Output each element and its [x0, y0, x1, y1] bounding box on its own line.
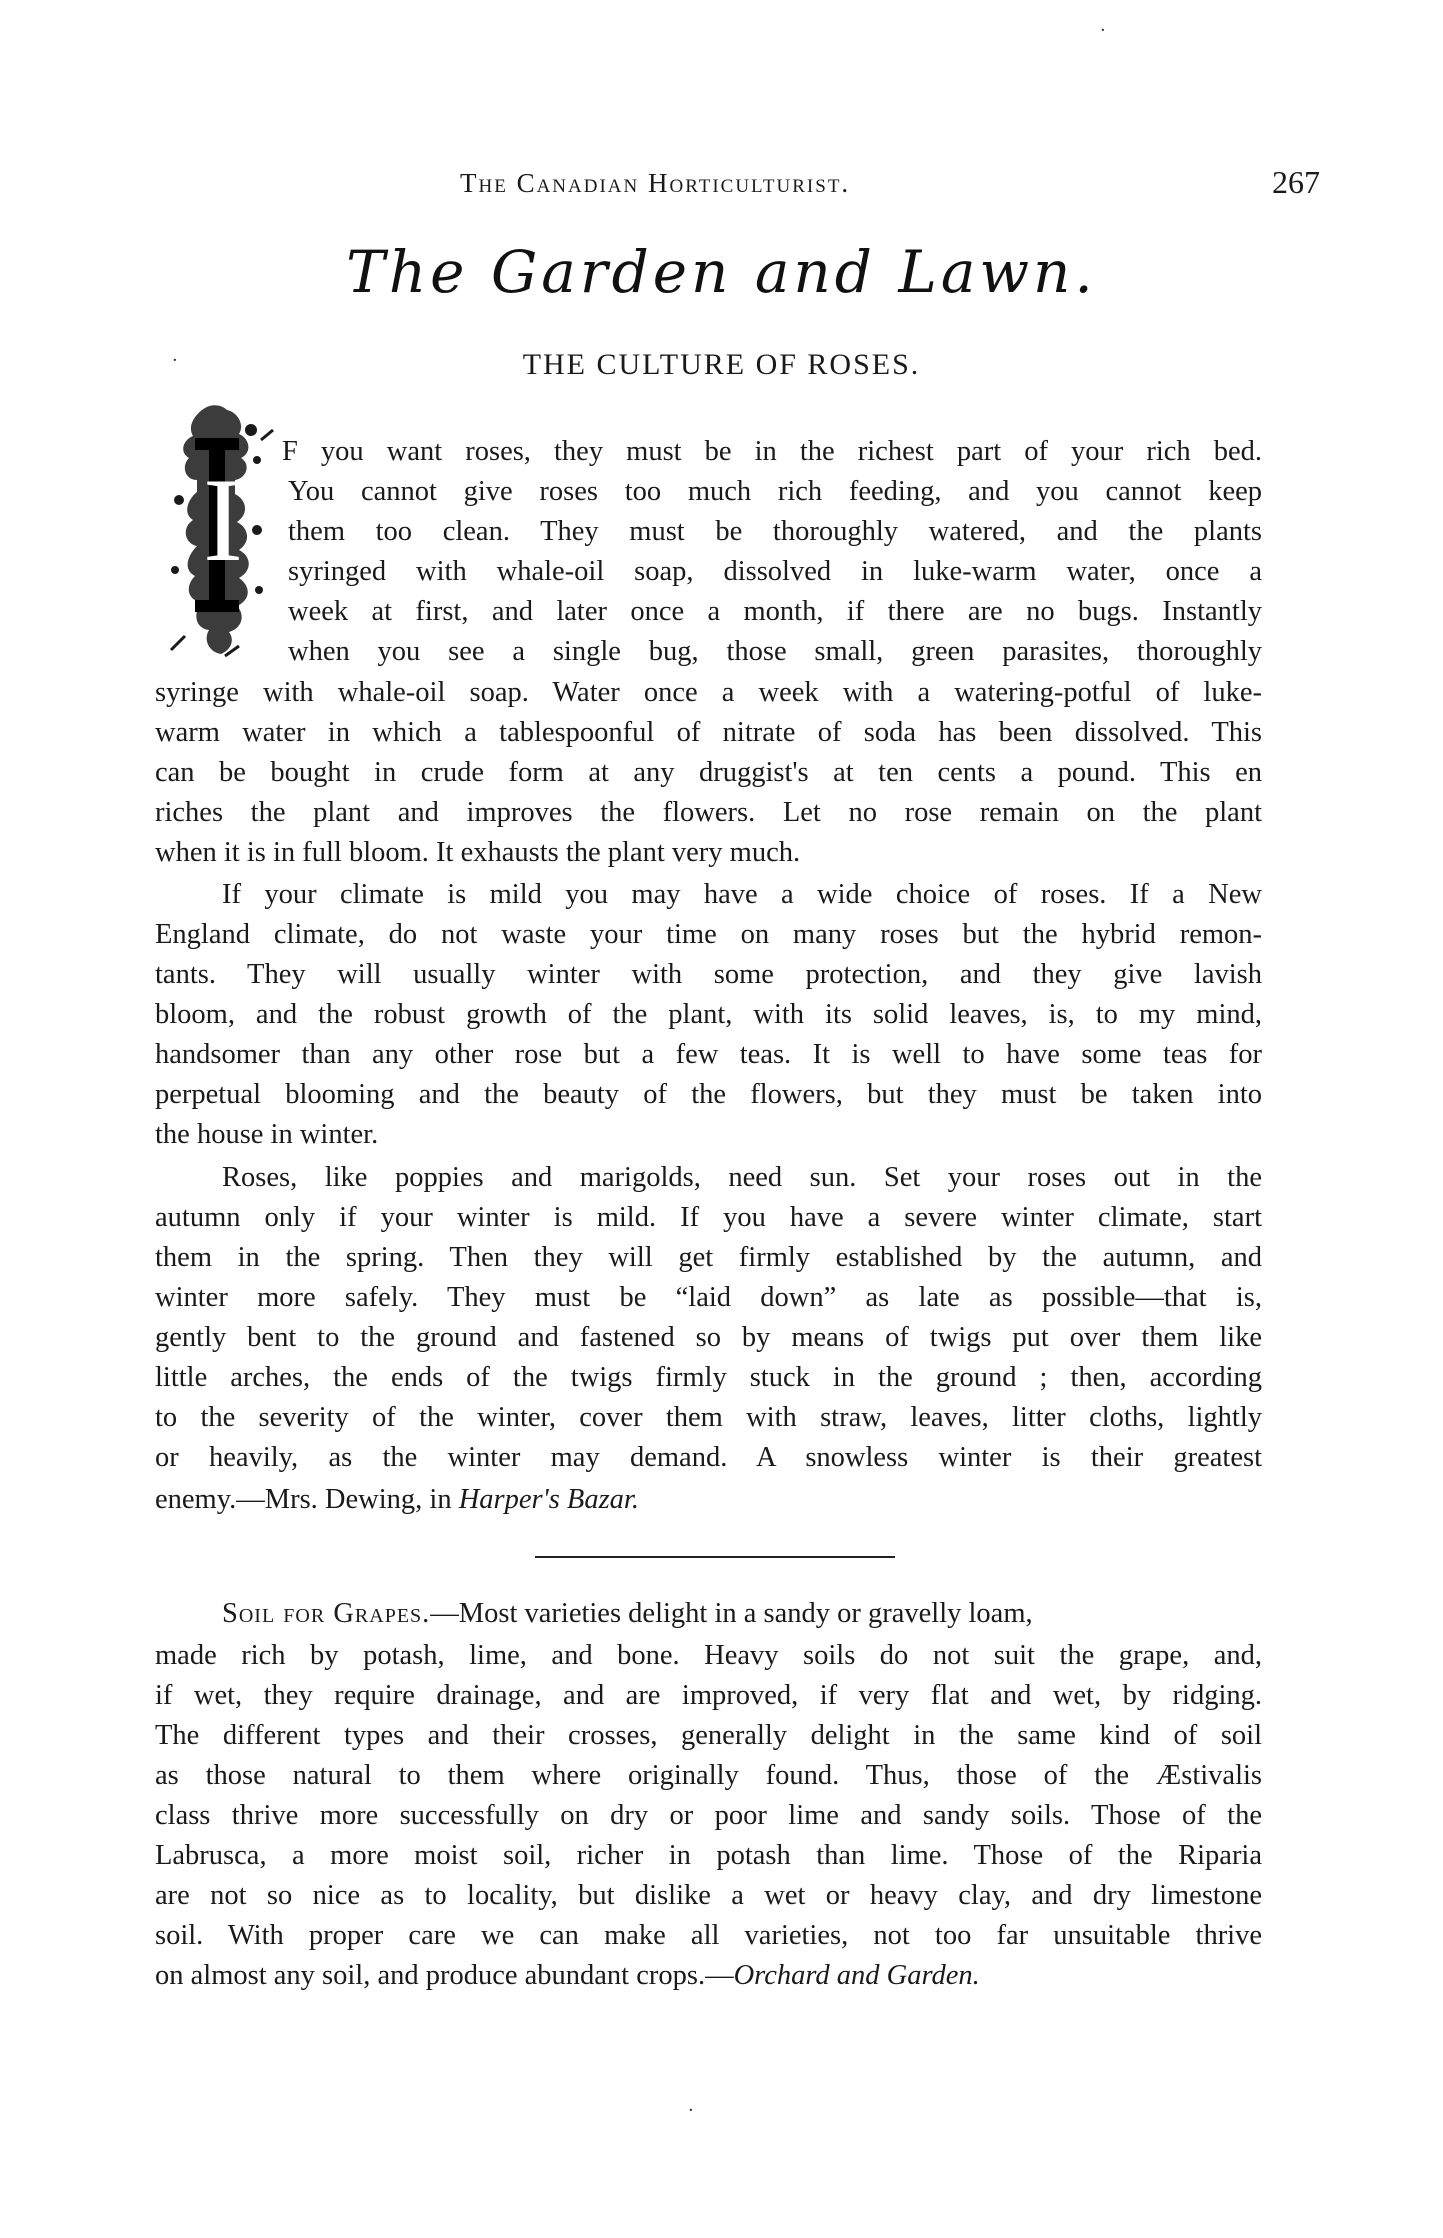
text-line: syringe with whale-oil soap. Water once a week with a watering-potful of luke- — [155, 677, 1262, 708]
text-line: Labrusca, a more moist soil, richer in potash than lime. Those of the Riparia — [155, 1840, 1262, 1871]
attribution-text: enemy.—Mrs. Dewing, in — [155, 1484, 459, 1515]
text-line: if wet, they require drainage, and are improved, if very flat and wet, by ridging. — [155, 1680, 1262, 1711]
text-line: handsomer than any other rose but a few teas. It is well to have some teas for — [155, 1039, 1262, 1070]
page-number: 267 — [1272, 164, 1320, 200]
scan-speck: · — [688, 2100, 694, 2121]
text-line: tants. They will usually winter with some protection, and they give lavish — [155, 959, 1262, 990]
source-citation: Orchard and Garden. — [733, 1960, 980, 1991]
text-line: If your climate is mild you may have a wide choice of roses. If a New — [222, 879, 1262, 910]
text-line: soil. With proper care we can make all varieties, not too far unsuitable thrive — [155, 1920, 1262, 1951]
section-divider — [535, 1556, 895, 1558]
drop-cap-letter: I — [203, 453, 243, 586]
journal-title: The Canadian Horticulturist. — [460, 168, 851, 198]
text-line: class thrive more successfully on dry or poor lime and sandy soils. Those of the — [155, 1800, 1262, 1831]
scan-speck: · — [1100, 20, 1106, 41]
text-line: them too clean. They must be thoroughly watered, and the plants — [288, 516, 1262, 547]
text-line-attribution — [155, 1484, 639, 1516]
text-line: autumn only if your winter is mild. If you have a severe winter climate, start — [155, 1202, 1262, 1233]
text-line: as those natural to them where originally found. Thus, those of the Æstivalis — [155, 1760, 1262, 1791]
text-line: when you see a single bug, those small, green parasites, thoroughly — [288, 636, 1262, 667]
text-line: winter more safely. They must be “laid down” as late as possible—that is, — [155, 1282, 1262, 1313]
text-line: are not so nice as to locality, but dislike a wet or heavy clay, and dry limestone — [155, 1880, 1262, 1911]
article-title-roses: THE CULTURE OF ROSES. — [522, 348, 921, 381]
attribution-text: on almost any soil, and produce abundant crops.— — [155, 1960, 734, 1991]
text-line: them in the spring. Then they will get firmly established by the autumn, and — [155, 1242, 1262, 1273]
text-line: riches the plant and improves the flowers. Let no rose remain on the plant — [155, 797, 1262, 828]
text-line: The different types and their crosses, generally delight in the same kind of soil — [155, 1720, 1262, 1751]
text-line: can be bought in crude form at any druggist's at ten cents a pound. This en — [155, 757, 1262, 788]
text-line: Roses, like poppies and marigolds, need sun. Set your roses out in the — [222, 1162, 1262, 1193]
text-line: to the severity of the winter, cover them with straw, leaves, litter cloths, lightly — [155, 1402, 1262, 1433]
text-line: You cannot give roses too much rich feeding, and you cannot keep — [288, 476, 1262, 507]
text-line-attribution — [155, 1960, 980, 1992]
text-line — [222, 1598, 1262, 1630]
text-line: syringed with whale-oil soap, dissolved in luke-warm water, once a — [288, 556, 1262, 587]
text-line: or heavily, as the winter may demand. A snowless winter is their greatest — [155, 1442, 1262, 1473]
text-line: when it is in full bloom. It exhausts the plant very much. — [155, 837, 801, 868]
text-line: England climate, do not waste your time on many roses but the hybrid remon- — [155, 919, 1262, 950]
run-in-title: Soil for Grapes. — [222, 1598, 431, 1629]
text-line: warm water in which a tablespoonful of nitrate of soda has been dissolved. This — [155, 717, 1262, 748]
section-title: The Garden and Lawn. — [346, 238, 1097, 306]
text-line: perpetual blooming and the beauty of the flowers, but they must be taken into — [155, 1079, 1262, 1110]
text-line: little arches, the ends of the twigs firmly stuck in the ground ; then, according — [155, 1362, 1262, 1393]
scan-speck: · — [172, 350, 178, 371]
text-line: F you want roses, they must be in the richest part of your rich bed. — [282, 436, 1262, 467]
running-head — [440, 164, 1320, 208]
text-line: gently bent to the ground and fastened so by means of twigs put over them like — [155, 1322, 1262, 1353]
text-fragment: —Most varieties delight in a sandy or gravelly loam, — [430, 1598, 1033, 1629]
drop-cap-ornament-icon — [165, 400, 277, 660]
source-citation: Harper's Bazar. — [458, 1484, 639, 1515]
text-line: made rich by potash, lime, and bone. Heavy soils do not suit the grape, and, — [155, 1640, 1262, 1671]
text-line: bloom, and the robust growth of the plant, with its solid leaves, is, to my mind, — [155, 999, 1262, 1030]
text-line: week at first, and later once a month, if there are no bugs. Instantly — [288, 596, 1262, 627]
text-line: the house in winter. — [155, 1119, 379, 1150]
